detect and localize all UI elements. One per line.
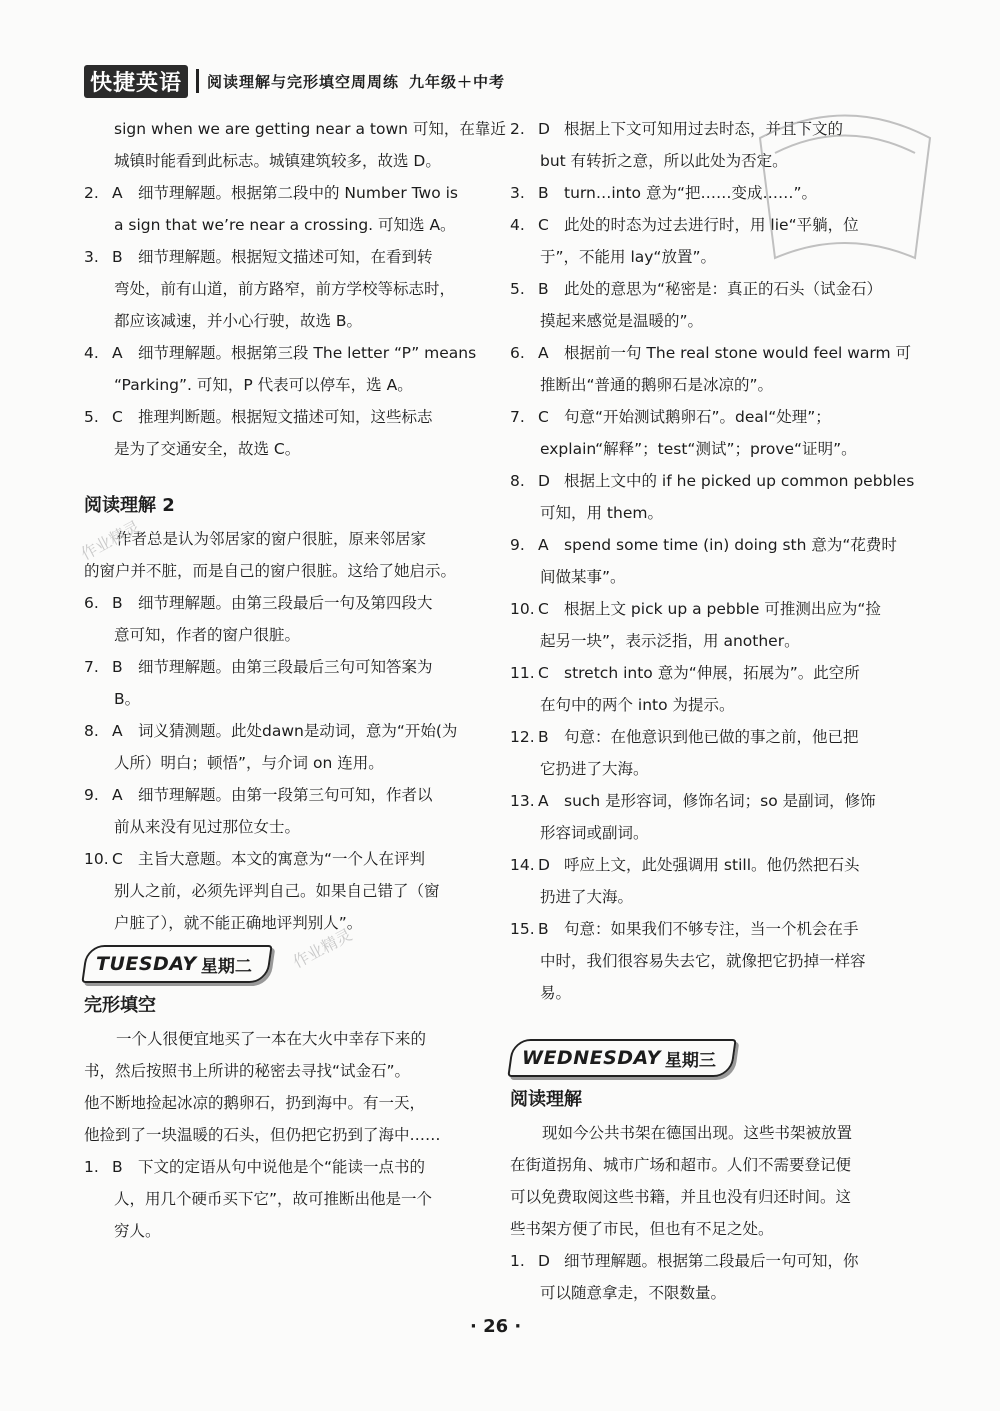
answer-item [510,913,915,945]
answer-letter: A [112,184,123,202]
text-line: 中时，我们很容易失去它，就像把它扔掉一样容 [540,952,866,970]
answer-letter: D [538,120,550,138]
text-line: “Parking”. 可知，P 代表可以停车，选 A。 [114,376,413,394]
section-title: 阅读理解 [510,1089,582,1110]
answer-item [84,1151,484,1183]
item-explanation: 主旨大意题。本文的寓意为“一个人在评判 [138,850,426,868]
item-number: 6. [510,344,525,362]
item-explanation: 细节理解题。由第三段最后三句可知答案为 [138,658,433,676]
text-line: 弯处，前有山道，前方路窄，前方学校等标志时， [114,280,456,298]
item-explanation: 句意“开始测试鹅卵石”。deal“处理”； [564,408,831,426]
text-line: sign when we are getting near a town 可知，在靠近 [114,120,506,138]
item-number: 10. [510,600,535,618]
answer-item [510,401,915,433]
text-line: 别人之前，必须先评判自己。如果自己错了（窗 [114,882,440,900]
item-number: 4. [510,216,525,234]
day-banner-row [510,1033,915,1083]
item-number: 15. [510,920,535,938]
item-explanation: 句意：如果我们不够专注，当一个机会在手 [564,920,859,938]
text-line: but 有转折之意，所以此处为否定。 [540,152,788,170]
left-column [84,113,506,1247]
item-explanation: 细节理解题。根据第二段最后一句可知，你 [564,1252,859,1270]
answer-item [84,651,484,683]
item-explanation: 细节理解题。由第三段最后一句及第四段大 [138,594,433,612]
answer-letter: C [538,664,549,682]
item-explanation: 细节理解题。根据第二段中的 Number Two is [138,184,458,202]
item-explanation: 根据前一句 The real stone would feel warm 可 [564,344,912,362]
item-explanation: turn…into 意为“把……变成……”。 [564,184,818,202]
answer-item [510,465,915,497]
answer-item [510,1245,915,1277]
day-banner-row [84,939,484,989]
answer-letter: B [112,594,123,612]
text-line: 户脏了），就不能正确地评判别人”。 [114,914,363,932]
item-explanation: 此处的意思为“秘密是：真正的石头（试金石） [564,280,883,298]
item-explanation: 此处的时态为过去进行时，用 lie“平躺，位 [564,216,859,234]
item-number: 3. [84,248,99,266]
right-column [510,113,915,1309]
item-number: 8. [510,472,525,490]
answer-letter: B [538,728,549,746]
item-number: 14. [510,856,535,874]
summary-line: 的窗户并不脏，而是自己的窗户很脏。这给了她启示。 [84,562,457,580]
answer-letter: A [538,536,549,554]
text-line: 它扔进了大海。 [540,760,649,778]
item-number: 7. [84,658,99,676]
day-banner [81,945,272,983]
text-line: explain“解释”；test“测试”；prove“证明”。 [540,440,857,458]
item-explanation: 下文的定语从句中说他是个“能读一点书的 [138,1158,426,1176]
answer-letter: B [538,280,549,298]
item-number: 5. [510,280,525,298]
answer-item [510,657,915,689]
item-number: 9. [510,536,525,554]
text-line: 是为了交通安全，故选 C。 [114,440,301,458]
answer-letter: C [538,216,549,234]
item-number: 6. [84,594,99,612]
header-divider [196,69,199,93]
watermark: 作业精灵 [77,516,144,564]
summary-line: 他捡到了一块温暖的石头，但仍把它扔到了海中…… [84,1126,441,1144]
text-line: 可以随意拿走，不限数量。 [540,1284,727,1302]
text-line: 于”，不能用 lay“放置”。 [540,248,716,266]
item-number: 1. [84,1158,99,1176]
spacer [510,1009,915,1033]
answer-item [84,177,484,209]
watermark: 作业精灵 [289,924,356,972]
item-number: 3. [510,184,525,202]
brand-logo: 快捷英语 [84,65,188,98]
summary-line: 在街道拐角、城市广场和超市。人们不需要登记便 [510,1156,852,1174]
item-explanation: 根据上下文可知用过去时态，并且下文的 [564,120,844,138]
answer-letter: D [538,472,550,490]
answer-letter: A [538,792,549,810]
summary-line: 作者总是认为邻居家的窗户很脏，原来邻居家 [116,530,427,548]
answer-letter: A [112,344,123,362]
summary-line: 书，然后按照书上所讲的秘密去寻找“试金石”。 [84,1062,411,1080]
answer-item [510,593,915,625]
text-line: 人所）明白；顿悟”，与介词 on 连用。 [114,754,384,772]
answer-letter: B [112,1158,123,1176]
item-explanation: 根据上文中的 if he picked up common pebbles [564,472,915,490]
header-grade: 九年级＋中考 [409,72,506,91]
day-name-cn: 星期二 [200,956,252,977]
item-explanation: 细节理解题。根据短文描述可知，在看到转 [138,248,433,266]
answer-item [84,843,484,875]
day-name-en: WEDNESDAY [522,1047,661,1069]
answer-letter: C [112,850,123,868]
day-banner [507,1039,736,1077]
text-line: 推断出“普通的鹅卵石是冰凉的”。 [540,376,774,394]
answer-item [510,849,915,881]
item-explanation: such 是形容词，修饰名词；so 是副词，修饰 [564,792,876,810]
text-line: 人，用几个硬币买下它”，故可推断出他是一个 [114,1190,433,1208]
text-line: 易。 [540,984,572,1002]
text-line: 在句中的两个 into 为提示。 [540,696,735,714]
day-name-en: TUESDAY [96,953,197,975]
item-explanation: 细节理解题。由第一段第三句可知，作者以 [138,786,433,804]
text-line: 摸起来感觉是温暖的”。 [540,312,704,330]
item-number: 7. [510,408,525,426]
text-line: B。 [114,690,141,708]
summary-line: 一个人很便宜地买了一本在大火中幸存下来的 [116,1030,427,1048]
item-number: 13. [510,792,535,810]
answer-item [84,401,484,433]
answer-letter: D [538,1252,550,1270]
answer-item [510,785,915,817]
text-line: 城镇时能看到此标志。城镇建筑较多，故选 D。 [114,152,441,170]
item-explanation: 句意：在他意识到他已做的事之前，他已把 [564,728,859,746]
item-number: 8. [84,722,99,740]
text-line: 形容词或副词。 [540,824,649,842]
answer-item [510,721,915,753]
summary-line: 些书架方便了市民，但也有不足之处。 [510,1220,774,1238]
item-number: 12. [510,728,535,746]
page-number: · 26 · [470,1316,522,1337]
item-explanation: 根据上文 pick up a pebble 可推测出应为“捡 [564,600,881,618]
spacer [84,465,484,489]
answer-item [84,337,484,369]
text-line: 起另一块”，表示泛指，用 another。 [540,632,800,650]
text-line: 前从来没有见过那位女士。 [114,818,301,836]
section-title: 完形填空 [84,995,156,1016]
item-number: 2. [510,120,525,138]
answer-letter: B [112,658,123,676]
section-title: 阅读理解 2 [84,495,175,516]
text-line: 意可知，作者的窗户很脏。 [114,626,301,644]
answer-letter: D [538,856,550,874]
text-line: 都应该减速，并小心行驶，故选 B。 [114,312,363,330]
answer-item [510,337,915,369]
answer-letter: C [538,600,549,618]
item-number: 1. [510,1252,525,1270]
text-line: 扔进了大海。 [540,888,634,906]
item-explanation: 推理判断题。根据短文描述可知，这些标志 [138,408,433,426]
item-number: 11. [510,664,535,682]
answer-letter: A [538,344,549,362]
text-line: 间做某事”。 [540,568,626,586]
item-number: 10. [84,850,109,868]
answer-item [84,587,484,619]
seal-stamp-icon [740,98,950,278]
item-explanation: 细节理解题。根据第三段 The letter “P” means [138,344,477,362]
item-number: 5. [84,408,99,426]
summary-line: 现如今公共书架在德国出现。这些书架被放置 [542,1124,853,1142]
answer-item [510,529,915,561]
summary-line: 可以免费取阅这些书籍，并且也没有归还时间。这 [510,1188,852,1206]
item-explanation: 呼应上文，此处强调用 still。他仍然把石头 [564,856,860,874]
text-line: 穷人。 [114,1222,161,1240]
item-number: 2. [84,184,99,202]
header-subtitle: 阅读理解与完形填空周周练 [207,72,400,91]
answer-item [84,715,484,747]
answer-letter: A [112,722,123,740]
answer-item [84,241,484,273]
item-number: 4. [84,344,99,362]
page-header [84,66,505,96]
summary-line: 他不断地捡起冰凉的鹅卵石，扔到海中。有一天， [84,1094,426,1112]
answer-letter: C [538,408,549,426]
item-number: 9. [84,786,99,804]
item-explanation: stretch into 意为“伸展，拓展为”。此空所 [564,664,860,682]
text-line: a sign that we’re near a crossing. 可知选 A。 [114,216,456,234]
answer-letter: B [538,184,549,202]
item-explanation: 词义猜测题。此处dawn是动词，意为“开始(为 [138,722,458,740]
answer-item [84,779,484,811]
answer-letter: A [112,786,123,804]
item-explanation: spend some time (in) doing sth 意为“花费时 [564,536,897,554]
answer-letter: B [112,248,123,266]
day-name-cn: 星期三 [664,1050,716,1071]
answer-letter: C [112,408,123,426]
answer-letter: B [538,920,549,938]
text-line: 可知，用 them。 [540,504,663,522]
